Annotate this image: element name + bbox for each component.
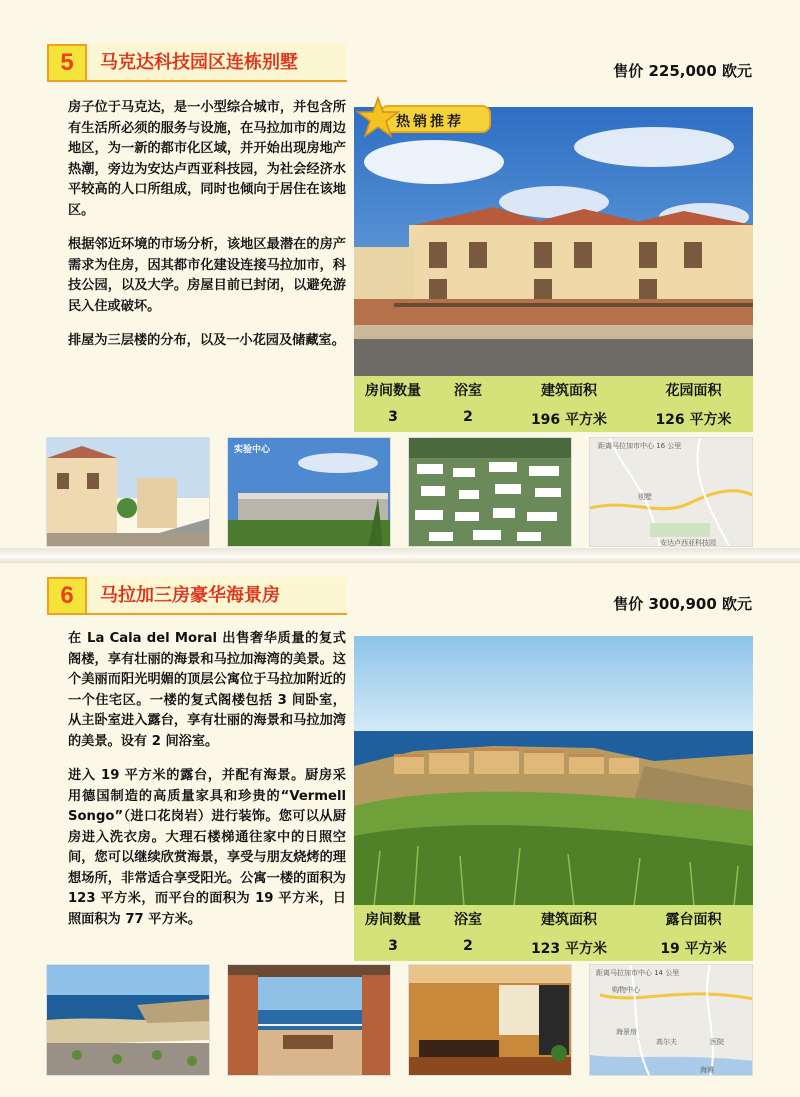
listing-price: 售价 225,000 欧元: [613, 62, 752, 80]
thumb-terrace: [227, 964, 391, 1076]
listing-number: 5: [47, 44, 87, 82]
thumb-caption: 实验中心: [234, 445, 271, 455]
map-caption: 高尔夫: [656, 1038, 677, 1046]
listing-title: 马克达科技园区连栋别墅: [100, 52, 298, 73]
paragraph: 在 La Cala del Moral 出售奢华质量的复式阁楼，享有壮丽的海景和马拉加海湾的美景。这个美丽而阳光明媚的顶层公寓位于马拉加附近的一个住宅区。一楼的复式阁楼包括 3 间卧室，从主卧室进入露台，享有壮丽的海景和马拉加湾的美景。设有 2 间浴室。: [68, 631, 346, 749]
stat-value-built-area: 123 平方米: [530, 941, 608, 957]
stat-label-garden-area: 花园面积: [665, 383, 722, 399]
stats-table: [354, 905, 753, 961]
stat-label-bathrooms: 浴室: [454, 383, 482, 399]
stat-label-terrace-area: 露台面积: [665, 912, 722, 928]
section-divider: [0, 548, 800, 563]
map-caption: 距离马拉加市中心 16 公里: [598, 442, 682, 450]
stat-value-garden-area: 126 平方米: [655, 412, 732, 428]
listing-5: [0, 0, 800, 548]
paragraph: 排屋为三层楼的分布，以及一小花园及储藏室。: [68, 333, 345, 348]
stat-value-bathrooms: 2: [463, 409, 473, 425]
stat-label-bathrooms: 浴室: [454, 912, 482, 928]
listing-title: 马拉加三房豪华海景房: [100, 585, 280, 606]
map-caption: 距离马拉加市中心 14 公里: [596, 969, 680, 977]
map-caption: 海景房: [616, 1028, 637, 1036]
stat-value-rooms: 3: [388, 409, 398, 425]
listing-number: 6: [47, 577, 87, 615]
listing-6: [0, 563, 800, 1097]
stat-value-bathrooms: 2: [463, 938, 473, 954]
stat-label-rooms: 房间数量: [365, 383, 421, 399]
map-caption: 购物中心: [612, 986, 640, 994]
badge-text: 热销推荐: [396, 114, 464, 130]
description: [68, 629, 346, 944]
thumb-living-room: [408, 964, 572, 1076]
thumb-lab-center: [227, 437, 391, 547]
thumb-map-5: [589, 437, 753, 547]
map-caption: 别墅: [638, 493, 652, 501]
stat-value-built-area: 196 平方米: [530, 412, 608, 428]
paragraph: 房子位于马克达，是一小型综合城市，并包含所有生活所必须的服务与设施，在马拉加市的周边地区，为一新的都市化区域，并开始出现房地产热潮，旁边为安达卢西亚科技园，为社会经济水平较高的人口所组成，同时也倾向于居住在该地区。: [68, 100, 346, 218]
thumb-beach: [46, 964, 210, 1076]
map-caption: 海滩: [700, 1066, 714, 1074]
map-caption: 医院: [710, 1038, 724, 1046]
stats-table: [354, 376, 753, 432]
description: [68, 98, 346, 366]
map-caption: 安达卢西亚科技园: [660, 539, 716, 547]
listing-price: 售价 300,900 欧元: [613, 595, 752, 613]
stat-label-built-area: 建筑面积: [541, 383, 597, 399]
stat-label-built-area: 建筑面积: [541, 912, 597, 928]
thumb-tech-park-logos: [408, 437, 572, 547]
paragraph: 进入 19 平方米的露台，并配有海景。厨房采用德国制造的高质量家具和珍贵的“Vermell Songo”（进口花岗岩）进行装饰。您可以从厨房进入洗衣房。大理石楼梯通往家中的日照空间，您可以继续欣赏海景，享受与朋友烧烤的理想场所，非常适合享受阳光。公寓一楼的面积为 123 平方米，而平台的面积为 19 平方米，日照面积为 77 平方米。: [68, 768, 346, 927]
thumb-map-6: [589, 964, 753, 1076]
stat-value-terrace-area: 19 平方米: [660, 941, 727, 957]
hot-badge: [356, 96, 496, 142]
stat-value-rooms: 3: [388, 938, 398, 954]
main-photo-sea-view: [354, 636, 753, 906]
stat-label-rooms: 房间数量: [365, 912, 421, 928]
paragraph: 根据邻近环境的市场分析，该地区最潜在的房产需求为住房，因其都市化建设连接马拉加市，科技公园，以及大学。房屋目前已封闭，以避免游民入住或破坏。: [68, 237, 346, 314]
main-photo-townhouses: [354, 107, 753, 377]
thumb-street: [46, 437, 210, 547]
